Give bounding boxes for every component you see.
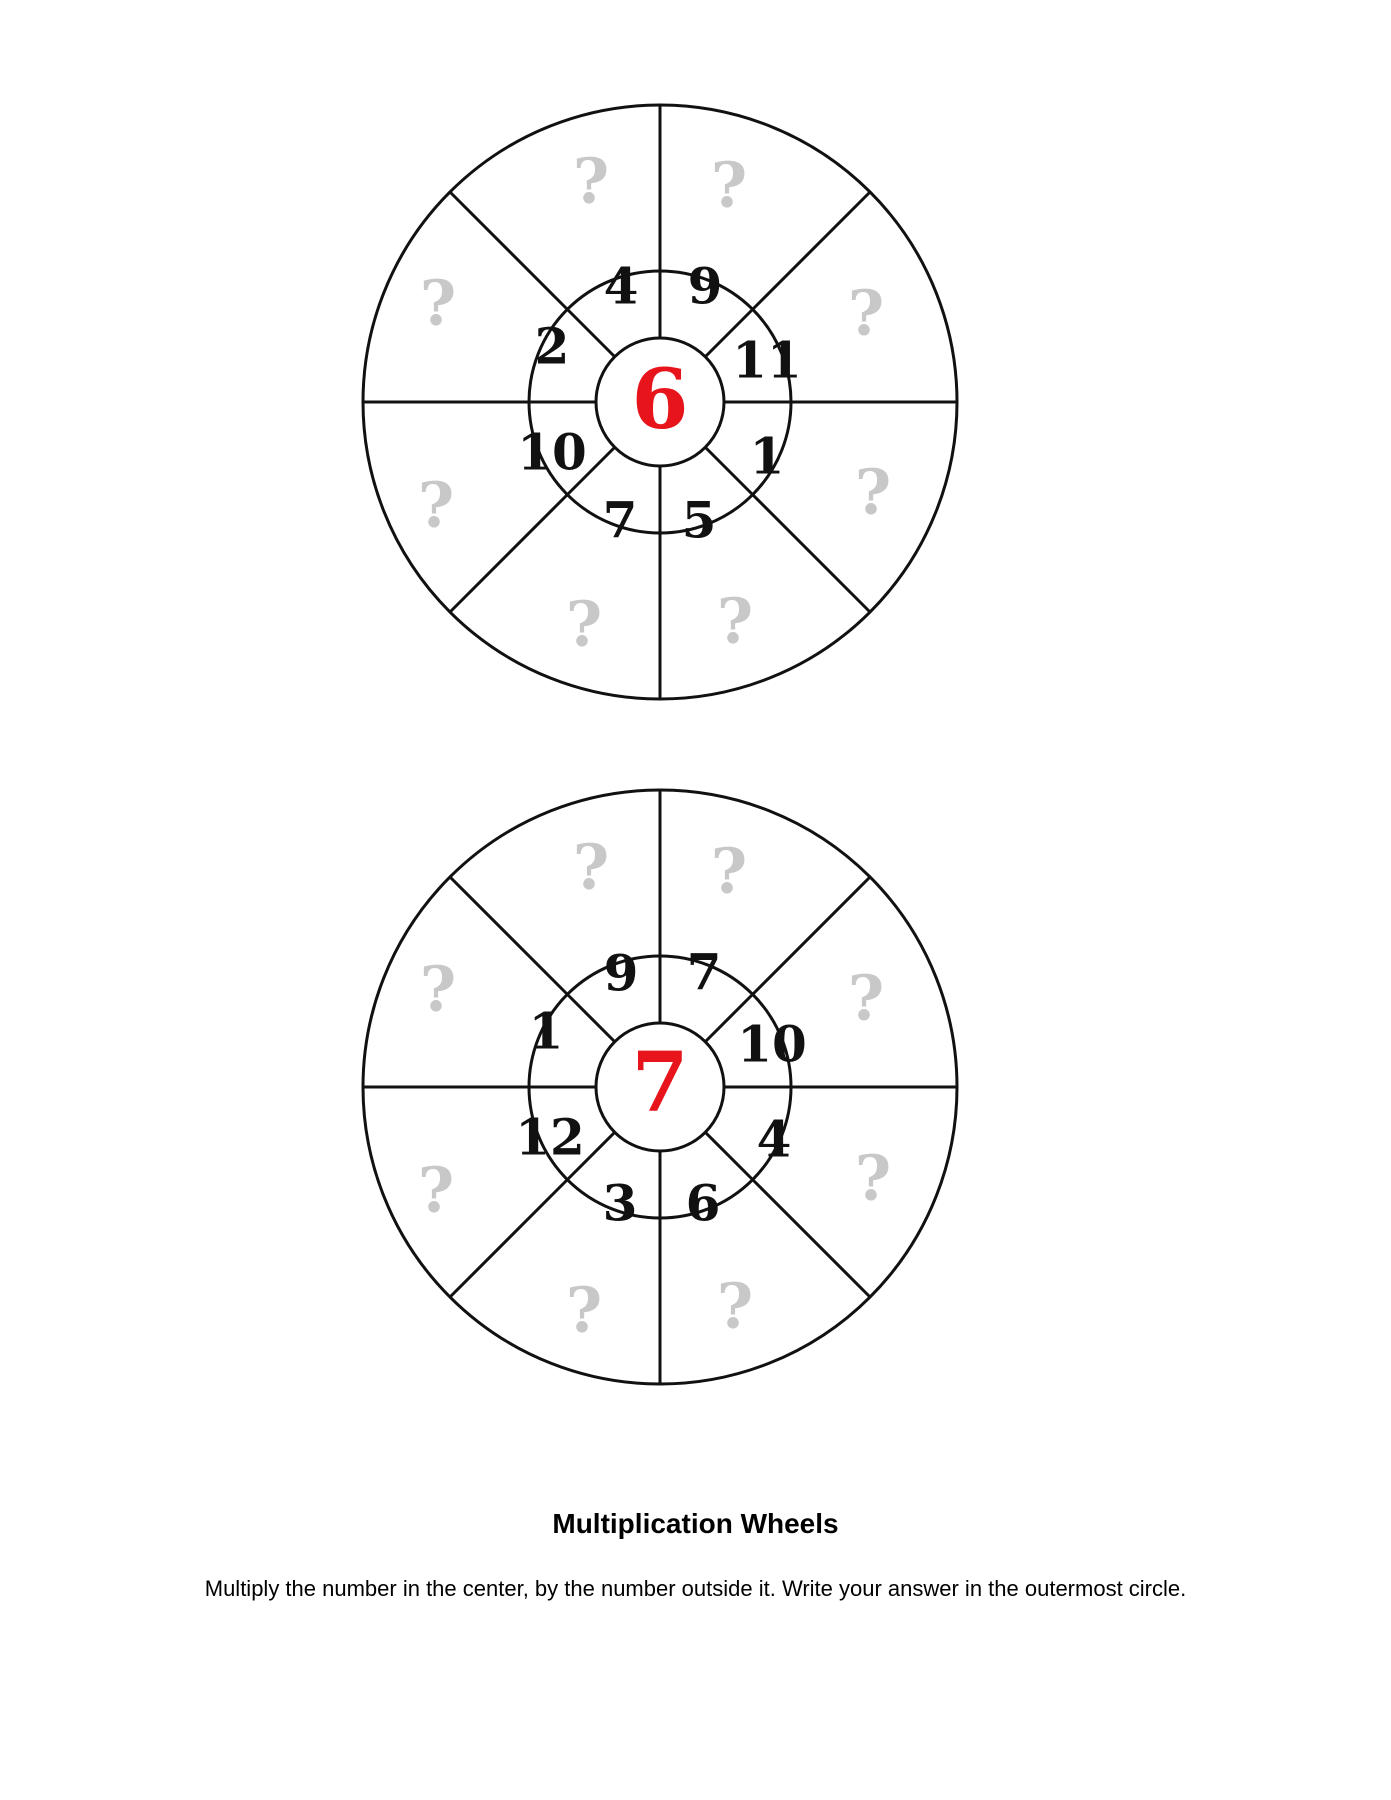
wheel-1-answer-slot[interactable]: ? xyxy=(572,144,610,218)
wheel-1-inner-number: 1 xyxy=(749,426,785,486)
wheel-2-answer-slot[interactable]: ? xyxy=(572,830,610,904)
wheel-1-inner-number: 5 xyxy=(681,490,717,550)
wheel-2-answer-slot[interactable]: ? xyxy=(710,834,748,908)
worksheet-instructions: Multiply the number in the center, by the number outside it. Write your answer in the outermost circle. xyxy=(204,1576,1187,1601)
wheel-2-answer-slot[interactable]: ? xyxy=(417,1153,455,1227)
wheel-2-inner-number: 7 xyxy=(686,942,722,1002)
wheel-1-inner-number: 4 xyxy=(603,256,639,316)
wheel-1-inner-number: 9 xyxy=(687,256,723,316)
wheel-1-inner-number: 2 xyxy=(534,316,570,376)
wheel-1-inner-number: 11 xyxy=(732,330,802,390)
wheel-2-inner-number: 1 xyxy=(528,1001,564,1061)
wheel-2-answer-slot[interactable]: ? xyxy=(847,961,885,1035)
wheel-1-answer-slot[interactable]: ? xyxy=(417,468,455,542)
wheel-2-inner-number: 3 xyxy=(602,1173,638,1233)
multiplication-wheel-2 xyxy=(0,780,1391,1480)
wheel-2-center-number: 7 xyxy=(631,1035,689,1131)
wheel-1-answer-slot[interactable]: ? xyxy=(716,584,754,658)
wheel-2-inner-number: 6 xyxy=(685,1173,721,1233)
wheel-2-answer-slot[interactable]: ? xyxy=(854,1141,892,1215)
wheel-1-answer-slot[interactable]: ? xyxy=(854,455,892,529)
wheel-1-answer-slot[interactable]: ? xyxy=(419,266,457,340)
wheel-1-center-number: 6 xyxy=(631,352,689,448)
wheel-2-answer-slot[interactable]: ? xyxy=(565,1273,603,1347)
worksheet-title: Multiplication Wheels xyxy=(552,1508,839,1539)
wheel-2-inner-number: 4 xyxy=(756,1109,792,1169)
wheel-2-graphic xyxy=(0,780,1391,1480)
wheel-1-answer-slot[interactable]: ? xyxy=(565,587,603,661)
wheel-1-inner-number: 10 xyxy=(517,422,587,482)
wheel-1-answer-slot[interactable]: ? xyxy=(847,276,885,350)
wheel-2-inner-number: 9 xyxy=(603,943,639,1003)
wheel-2-answer-slot[interactable]: ? xyxy=(419,952,457,1026)
wheel-1-inner-number: 7 xyxy=(602,490,638,550)
wheel-1-graphic xyxy=(0,0,1391,730)
wheel-2-answer-slot[interactable]: ? xyxy=(716,1269,754,1343)
multiplication-wheel-1 xyxy=(0,0,1391,730)
wheel-2-inner-number: 12 xyxy=(515,1107,585,1167)
wheel-2-inner-number: 10 xyxy=(737,1014,807,1074)
wheel-1-answer-slot[interactable]: ? xyxy=(710,148,748,222)
